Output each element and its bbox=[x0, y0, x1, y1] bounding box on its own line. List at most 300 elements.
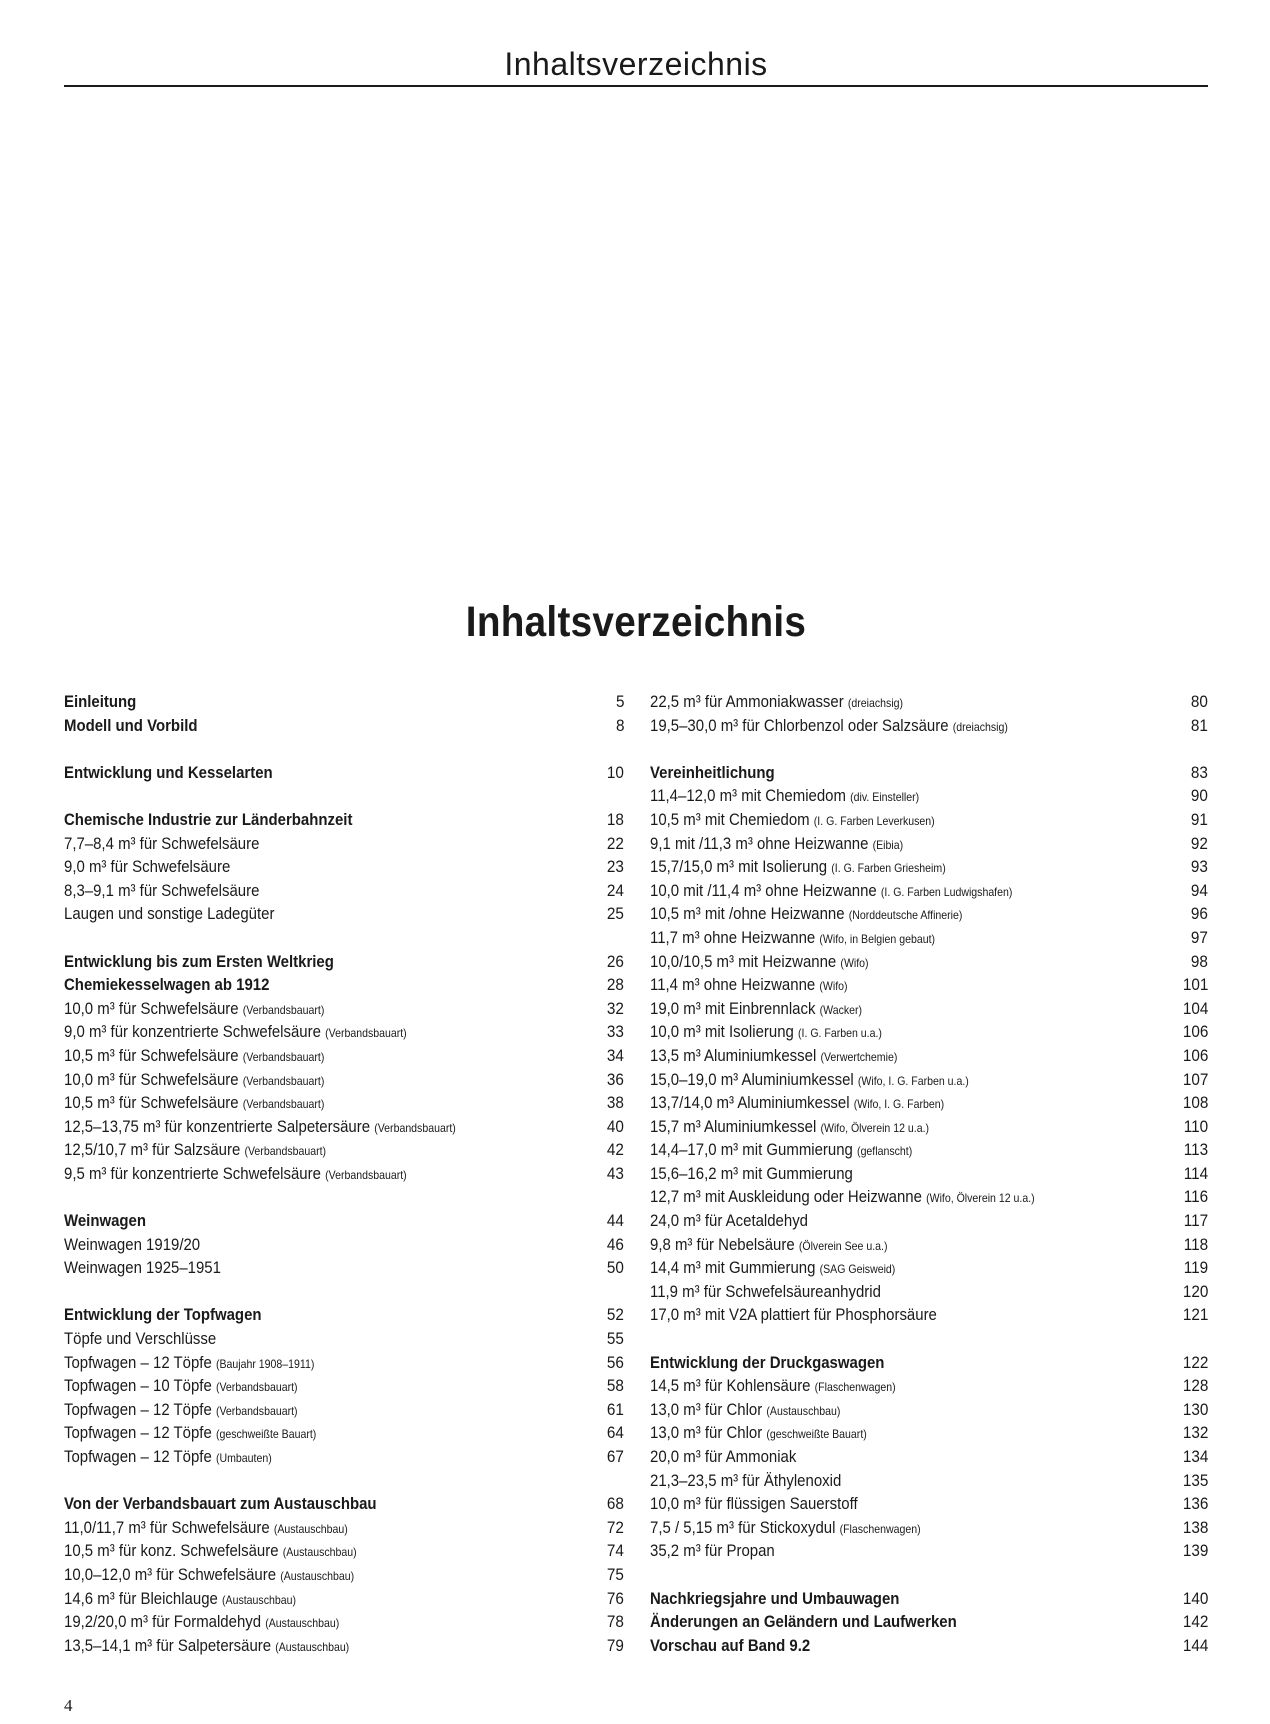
toc-entry-page: 56 bbox=[606, 1352, 624, 1372]
toc-entry-title-text: 20,0 m³ für Ammoniak bbox=[650, 1447, 797, 1466]
toc-entry-page: 40 bbox=[606, 1116, 624, 1136]
toc-entry-title bbox=[64, 1256, 221, 1280]
toc-entry-title-text: 7,7–8,4 m³ für Schwefelsäure bbox=[64, 833, 260, 853]
toc-entry-page: 64 bbox=[606, 1423, 624, 1443]
toc-entry-note: (div. Einsteller) bbox=[850, 790, 920, 805]
toc-entry-page: 116 bbox=[1183, 1187, 1208, 1207]
toc-entry-page: 80 bbox=[1190, 692, 1208, 711]
running-head: Inhaltsverzeichnis bbox=[504, 46, 768, 82]
toc-entry[interactable] bbox=[64, 1610, 624, 1634]
toc-entry-title bbox=[650, 1492, 858, 1516]
toc-entry-title-text: 15,6–16,2 m³ mit Gummierung bbox=[650, 1163, 853, 1183]
toc-entry-note: (Austauschbau) bbox=[766, 1403, 841, 1418]
toc-entry-title-text: Vereinheitlichung bbox=[650, 762, 775, 782]
toc-entry[interactable] bbox=[64, 1492, 624, 1516]
toc-entry-title bbox=[64, 714, 198, 738]
toc-entry[interactable] bbox=[64, 1398, 624, 1422]
toc-entry-page: 134 bbox=[1182, 1447, 1208, 1466]
toc-entry[interactable] bbox=[650, 784, 1208, 808]
toc-entry[interactable] bbox=[650, 855, 1208, 879]
toc-entry-note: (Austauschbau) bbox=[222, 1592, 296, 1607]
toc-entry-title bbox=[650, 1374, 896, 1400]
toc-entry-page: 107 bbox=[1182, 1069, 1208, 1089]
toc-entry[interactable] bbox=[64, 1303, 624, 1327]
toc-entry-page: 128 bbox=[1182, 1376, 1208, 1396]
toc-entry-note: (Verbandsbauart) bbox=[325, 1026, 407, 1041]
toc-left-column bbox=[64, 690, 624, 1657]
toc-entry-title bbox=[64, 1374, 298, 1400]
toc-entry-note: (Flaschenwagen) bbox=[839, 1521, 921, 1536]
toc-entry-title bbox=[64, 832, 259, 856]
toc-entry[interactable] bbox=[64, 855, 624, 879]
toc-entry[interactable] bbox=[64, 997, 624, 1021]
toc-entry-title bbox=[650, 1256, 895, 1282]
toc-entry-title bbox=[650, 808, 935, 834]
toc-entry-page: 94 bbox=[1190, 880, 1208, 900]
toc-entry-title-text: 11,7 m³ ohne Heizwanne bbox=[650, 927, 816, 947]
toc-entry-page: 78 bbox=[606, 1612, 624, 1632]
toc-entry-title bbox=[650, 761, 775, 785]
toc-entry-title-text: 9,8 m³ für Nebelsäure bbox=[650, 1234, 795, 1254]
toc-entry-page: 28 bbox=[606, 975, 624, 995]
toc-entry[interactable] bbox=[64, 1256, 624, 1280]
toc-entry-title-text: Entwicklung und Kesselarten bbox=[64, 762, 273, 782]
toc-entry-title bbox=[650, 1351, 884, 1375]
toc-entry[interactable] bbox=[650, 902, 1208, 926]
toc-entry-note: (Austauschbau) bbox=[282, 1545, 357, 1560]
toc-entry-note: (dreiachsig) bbox=[847, 696, 904, 710]
toc-entry-title bbox=[650, 1091, 944, 1117]
toc-entry-note: (Verbandsbauart) bbox=[244, 1144, 327, 1159]
toc-entry-title bbox=[64, 1398, 298, 1424]
toc-entry-page: 139 bbox=[1182, 1541, 1208, 1561]
toc-entry-page: 72 bbox=[606, 1517, 624, 1537]
toc-entry-note: (Verbandsbauart) bbox=[242, 1073, 325, 1088]
toc-entry-title-text: 19,2/20,0 m³ für Formaldehyd bbox=[64, 1612, 262, 1632]
toc-entry-page: 98 bbox=[1190, 951, 1208, 971]
toc-entry-page: 132 bbox=[1182, 1423, 1208, 1443]
toc-entry-title-text: 21,3–23,5 m³ für Äthylenoxid bbox=[650, 1470, 842, 1490]
toc-entry-title bbox=[650, 1421, 867, 1447]
toc-entry-page: 110 bbox=[1183, 1116, 1208, 1136]
toc-entry[interactable] bbox=[64, 1233, 624, 1257]
toc-entry-title-text: 8,3–9,1 m³ für Schwefelsäure bbox=[64, 880, 260, 900]
toc-entry-title-text: 10,0 m³ für flüssigen Sauerstoff bbox=[650, 1494, 858, 1514]
toc-entry-title-text: 19,5–30,0 m³ für Chlorbenzol oder Salzsäure bbox=[650, 715, 949, 735]
toc-entry-title bbox=[650, 1044, 897, 1070]
toc-entry[interactable] bbox=[64, 1539, 624, 1563]
toc-entry-title-text: Einleitung bbox=[64, 692, 137, 711]
toc-entry-title bbox=[650, 1020, 882, 1046]
toc-entry-title-text: 10,0 m³ für Schwefelsäure bbox=[64, 998, 239, 1018]
toc-entry-title-text: 35,2 m³ für Propan bbox=[650, 1541, 775, 1561]
toc-entry-page: 136 bbox=[1182, 1494, 1208, 1514]
toc-entry[interactable] bbox=[650, 950, 1208, 974]
toc-entry-page: 58 bbox=[606, 1376, 624, 1396]
toc-entry-title-text: Nachkriegsjahre und Umbauwagen bbox=[650, 1588, 900, 1608]
toc-entry-page: 24 bbox=[606, 880, 624, 900]
toc-entry-page: 61 bbox=[606, 1399, 624, 1419]
toc-entry-note: (Verbandsbauart) bbox=[242, 1097, 325, 1112]
toc-entry[interactable] bbox=[650, 926, 1208, 950]
toc-entry-title-text: 15,7/15,0 m³ mit Isolierung bbox=[650, 857, 828, 877]
toc-entry-page: 55 bbox=[606, 1329, 624, 1349]
toc-entry-page: 121 bbox=[1182, 1305, 1208, 1325]
toc-entry[interactable] bbox=[650, 1351, 1208, 1375]
toc-entry-title bbox=[650, 1185, 1035, 1211]
toc-entry[interactable] bbox=[650, 1634, 1208, 1658]
toc-entry-title-text: Chemiekesselwagen ab 1912 bbox=[64, 975, 270, 995]
toc-entry[interactable] bbox=[64, 1091, 624, 1115]
toc-entry-title-text: Änderungen an Geländern und Laufwerken bbox=[650, 1612, 957, 1632]
toc-entry-note: (Baujahr 1908–1911) bbox=[215, 1356, 315, 1371]
toc-entry-page: 83 bbox=[1190, 762, 1208, 782]
toc-entry-page: 142 bbox=[1182, 1612, 1208, 1632]
toc-entry-title-text: 12,7 m³ mit Auskleidung oder Heizwanne bbox=[650, 1187, 922, 1207]
toc-entry-title bbox=[64, 1587, 296, 1613]
toc-entry[interactable] bbox=[650, 1516, 1208, 1540]
toc-entry[interactable] bbox=[650, 997, 1208, 1021]
toc-entry[interactable] bbox=[650, 879, 1208, 903]
toc-entry-title-text: 11,4–12,0 m³ mit Chemiedom bbox=[650, 786, 846, 806]
toc-entry[interactable] bbox=[64, 1138, 624, 1162]
toc-entry-note: (geschweißte Bauart) bbox=[215, 1427, 317, 1442]
toc-entry-title-text: Topfwagen – 10 Töpfe bbox=[64, 1376, 212, 1396]
header-rule bbox=[64, 85, 1208, 87]
toc-entry[interactable] bbox=[650, 1280, 1208, 1304]
toc-entry-title bbox=[64, 997, 324, 1023]
toc-entry[interactable] bbox=[650, 1374, 1208, 1398]
toc-entry[interactable] bbox=[64, 1327, 624, 1351]
toc-entry-page: 75 bbox=[606, 1564, 624, 1584]
toc-entry-title bbox=[650, 1634, 810, 1658]
toc-entry-title-text: 13,7/14,0 m³ Aluminiumkessel bbox=[650, 1093, 850, 1113]
toc-entry-note: (Austauschbau) bbox=[275, 1639, 350, 1654]
toc-entry-title-text: 13,5–14,1 m³ für Salpetersäure bbox=[64, 1635, 272, 1655]
toc-entry-title bbox=[650, 1068, 969, 1094]
toc-entry[interactable] bbox=[64, 1634, 624, 1658]
toc-entry-title bbox=[650, 855, 946, 881]
toc-entry-title bbox=[64, 1516, 348, 1542]
toc-entry-title-text: 14,5 m³ für Kohlensäure bbox=[650, 1376, 811, 1396]
toc-entry[interactable] bbox=[650, 1020, 1208, 1044]
toc-entry-title-text: 10,5 m³ für Schwefelsäure bbox=[64, 1093, 239, 1113]
toc-entry-title bbox=[650, 973, 848, 999]
toc-entry-note: (geflanscht) bbox=[857, 1144, 913, 1159]
toc-entry-title bbox=[64, 1610, 339, 1636]
toc-entry-title bbox=[64, 690, 136, 714]
toc-entry-page: 108 bbox=[1182, 1093, 1208, 1113]
toc-entry-title-text: 10,0 m³ für Schwefelsäure bbox=[64, 1069, 239, 1089]
toc-entry[interactable] bbox=[64, 1563, 624, 1587]
toc-entry-note: (Verbandsbauart) bbox=[374, 1120, 456, 1135]
toc-entry[interactable] bbox=[650, 690, 1208, 714]
toc-entry-title-text: Weinwagen 1919/20 bbox=[64, 1234, 201, 1254]
toc-entry-title bbox=[650, 832, 903, 858]
toc-entry-page: 113 bbox=[1183, 1140, 1208, 1160]
toc-entry-title-text: 13,0 m³ für Chlor bbox=[650, 1423, 763, 1443]
toc-entry[interactable] bbox=[64, 1374, 624, 1398]
toc-entry-note: (Ölverein See u.a.) bbox=[798, 1238, 888, 1253]
toc-entry-title-text: Laugen und sonstige Ladegüter bbox=[64, 904, 275, 924]
toc-entry-note: (Austauschbau) bbox=[265, 1616, 340, 1631]
toc-entry-note: (I. G. Farben u.a.) bbox=[798, 1026, 882, 1041]
toc-entry-title bbox=[64, 1020, 407, 1046]
toc-entry[interactable] bbox=[64, 1068, 624, 1092]
toc-entry-page: 122 bbox=[1182, 1352, 1208, 1372]
toc-entry-page: 18 bbox=[606, 809, 624, 829]
toc-entry-title bbox=[64, 879, 259, 903]
toc-entry-title-text: Modell und Vorbild bbox=[64, 715, 198, 735]
toc-entry[interactable] bbox=[64, 1020, 624, 1044]
toc-entry-page: 91 bbox=[1190, 809, 1208, 829]
toc-entry-title-text: 17,0 m³ mit V2A plattiert für Phosphorsäure bbox=[650, 1305, 937, 1325]
toc-entry-title-text: 24,0 m³ für Acetaldehyd bbox=[650, 1211, 809, 1231]
toc-entry-page: 50 bbox=[606, 1258, 624, 1278]
toc-entry-page: 144 bbox=[1182, 1635, 1208, 1655]
toc-entry-note: (I. G. Farben Ludwigshafen) bbox=[880, 884, 1013, 899]
toc-entry-title bbox=[64, 1044, 324, 1070]
toc-entry-title bbox=[650, 1138, 912, 1164]
toc-entry[interactable] bbox=[64, 1445, 624, 1469]
toc-entry-title-text: 14,6 m³ für Bleichlauge bbox=[64, 1588, 218, 1608]
toc-entry-note: (SAG Geisweid) bbox=[819, 1262, 896, 1277]
toc-entry-title-text: 10,5 m³ mit /ohne Heizwanne bbox=[650, 904, 845, 924]
toc-entry-title-text: 11,9 m³ für Schwefelsäureanhydrid bbox=[650, 1281, 881, 1301]
toc-entry-title bbox=[64, 1068, 324, 1094]
toc-entry-title bbox=[650, 1539, 775, 1563]
toc-entry-title bbox=[64, 902, 274, 926]
toc-entry[interactable] bbox=[64, 1351, 624, 1375]
toc-entry[interactable] bbox=[64, 690, 624, 714]
toc-entry[interactable] bbox=[650, 1209, 1208, 1233]
page-title: Inhaltsverzeichnis bbox=[465, 598, 807, 646]
toc-entry-note: (Wifo) bbox=[819, 979, 848, 994]
toc-entry-title-text: 13,0 m³ für Chlor bbox=[650, 1399, 763, 1419]
toc-entry-page: 92 bbox=[1190, 833, 1208, 853]
toc-entry-page: 135 bbox=[1182, 1470, 1208, 1490]
toc-entry[interactable] bbox=[64, 808, 624, 832]
toc-entry-note: (I. G. Farben Leverkusen) bbox=[813, 813, 935, 828]
toc-entry-page: 76 bbox=[606, 1588, 624, 1608]
toc-entry-title bbox=[650, 926, 935, 952]
toc-entry[interactable] bbox=[650, 973, 1208, 997]
toc-entry-page: 114 bbox=[1183, 1163, 1208, 1183]
toc-entry-title bbox=[64, 1233, 200, 1257]
toc-entry[interactable] bbox=[64, 1587, 624, 1611]
toc-entry[interactable] bbox=[650, 1068, 1208, 1092]
toc-entry-title-text: Weinwagen 1925–1951 bbox=[64, 1258, 221, 1278]
toc-entry-title-text: 9,1 mit /11,3 m³ ohne Heizwanne bbox=[650, 833, 869, 853]
toc-entry-title bbox=[64, 1091, 324, 1117]
toc-entry[interactable] bbox=[64, 761, 624, 785]
toc-entry-title bbox=[64, 950, 334, 974]
toc-entry-note: (Umbauten) bbox=[215, 1451, 272, 1465]
toc-entry-page: 34 bbox=[606, 1045, 624, 1065]
toc-entry-title-text: 10,5 m³ für konz. Schwefelsäure bbox=[64, 1541, 279, 1561]
toc-entry-title-text: 7,5 / 5,15 m³ für Stickoxydul bbox=[650, 1517, 836, 1537]
toc-entry-title-text: 10,0–12,0 m³ für Schwefelsäure bbox=[64, 1564, 277, 1584]
toc-entry[interactable] bbox=[650, 1587, 1208, 1611]
toc-entry-note: (Verbandsbauart) bbox=[215, 1380, 298, 1395]
toc-entry-title-text: Vorschau auf Band 9.2 bbox=[650, 1635, 811, 1655]
toc-entry-note: (Wifo, I. G. Farben u.a.) bbox=[857, 1073, 969, 1088]
toc-entry-page: 32 bbox=[606, 998, 624, 1018]
toc-entry-title-text: 13,5 m³ Aluminiumkessel bbox=[650, 1045, 817, 1065]
toc-entry-page: 118 bbox=[1183, 1234, 1208, 1254]
toc-entry[interactable] bbox=[64, 714, 624, 738]
toc-entry-title bbox=[64, 1162, 407, 1188]
toc-entry-title bbox=[650, 1516, 921, 1542]
toc-entry[interactable] bbox=[64, 1115, 624, 1139]
toc-entry-page: 119 bbox=[1183, 1258, 1208, 1278]
toc-entry-page: 90 bbox=[1190, 786, 1208, 806]
toc-entry[interactable] bbox=[650, 808, 1208, 832]
toc-entry[interactable] bbox=[650, 1469, 1208, 1493]
toc-entry-page: 140 bbox=[1182, 1588, 1208, 1608]
toc-entry-note: (Austauschbau) bbox=[280, 1568, 355, 1583]
toc-entry-page: 46 bbox=[606, 1234, 624, 1254]
toc-entry-page: 138 bbox=[1182, 1517, 1208, 1537]
toc-entry[interactable] bbox=[64, 1516, 624, 1540]
toc-right-column bbox=[650, 690, 1208, 1657]
toc-entry-title-text: Chemische Industrie zur Länderbahnzeit bbox=[64, 809, 353, 829]
toc-entry-note: (Norddeutsche Affinerie) bbox=[848, 908, 963, 923]
toc-entry-title bbox=[64, 808, 352, 832]
toc-entry-title bbox=[650, 950, 869, 976]
toc-entry-title-text: Topfwagen – 12 Töpfe bbox=[64, 1399, 212, 1419]
toc-entry-page: 26 bbox=[606, 951, 624, 971]
toc-entry-page: 67 bbox=[606, 1447, 624, 1466]
toc-entry[interactable] bbox=[64, 973, 624, 997]
toc-entry[interactable] bbox=[650, 1115, 1208, 1139]
toc-entry[interactable] bbox=[650, 1539, 1208, 1563]
toc-entry[interactable] bbox=[64, 902, 624, 926]
toc-entry[interactable] bbox=[650, 1445, 1208, 1469]
toc-entry-page: 79 bbox=[606, 1635, 624, 1655]
toc-entry-note: (Wifo, I. G. Farben) bbox=[853, 1097, 945, 1112]
toc-entry-title-text: Töpfe und Verschlüsse bbox=[64, 1329, 217, 1349]
toc-entry-title bbox=[650, 902, 962, 928]
toc-entry-title bbox=[650, 1115, 929, 1141]
toc-entry-title-text: 12,5–13,75 m³ für konzentrierte Salpetersäure bbox=[64, 1116, 371, 1136]
toc-entry[interactable] bbox=[650, 714, 1208, 738]
toc-entry-page: 42 bbox=[606, 1140, 624, 1160]
toc-entry-title bbox=[64, 1563, 354, 1589]
toc-entry-page: 5 bbox=[615, 692, 624, 711]
toc-entry-title bbox=[650, 1445, 796, 1469]
toc-entry-note: (Eibia) bbox=[872, 837, 904, 852]
toc-entry[interactable] bbox=[650, 1044, 1208, 1068]
toc-entry-page: 97 bbox=[1190, 927, 1208, 947]
toc-entry-page: 38 bbox=[606, 1093, 624, 1113]
toc-entry-title bbox=[650, 690, 903, 716]
toc-entry-note: (Austauschbau) bbox=[273, 1521, 348, 1536]
toc-entry[interactable] bbox=[650, 761, 1208, 785]
toc-entry-page: 81 bbox=[1190, 715, 1208, 735]
toc-entry-title bbox=[650, 1398, 840, 1424]
toc-entry[interactable] bbox=[64, 1162, 624, 1186]
toc-entry-page: 23 bbox=[606, 857, 624, 877]
toc-entry[interactable] bbox=[650, 832, 1208, 856]
page-number: 4 bbox=[64, 1696, 73, 1715]
toc-entry[interactable] bbox=[650, 1233, 1208, 1257]
toc-entry-title-text: 10,0/10,5 m³ mit Heizwanne bbox=[650, 951, 837, 971]
toc-entry-title-text: 9,5 m³ für konzentrierte Schwefelsäure bbox=[64, 1163, 321, 1183]
toc-entry-title bbox=[650, 997, 862, 1023]
toc-entry[interactable] bbox=[650, 1303, 1208, 1327]
toc-entry-page: 25 bbox=[606, 904, 624, 924]
toc-entry-title-text: Entwicklung der Druckgaswagen bbox=[650, 1352, 885, 1372]
toc-entry-note: (Wacker) bbox=[819, 1002, 863, 1017]
toc-entry[interactable] bbox=[650, 1398, 1208, 1422]
toc-entry[interactable] bbox=[64, 1421, 624, 1445]
toc-entry-page: 120 bbox=[1182, 1281, 1208, 1301]
toc-entry-page: 93 bbox=[1190, 857, 1208, 877]
toc-entry-title-text: 10,0 mit /11,4 m³ ohne Heizwanne bbox=[650, 880, 877, 900]
toc-entry-note: (Wifo, in Belgien gebaut) bbox=[819, 931, 936, 946]
toc-entry[interactable] bbox=[64, 1044, 624, 1068]
toc-entry-note: (Wifo, Ölverein 12 u.a.) bbox=[820, 1120, 930, 1135]
toc-entry-title bbox=[64, 1421, 316, 1447]
toc-entry-page: 104 bbox=[1182, 998, 1208, 1018]
toc-entry[interactable] bbox=[650, 1492, 1208, 1516]
toc-entry-title-text: Topfwagen – 12 Töpfe bbox=[64, 1352, 212, 1372]
toc-entry-note: (Wifo) bbox=[840, 955, 869, 970]
toc-entry-page: 8 bbox=[615, 715, 624, 735]
toc-entry-note: (dreiachsig) bbox=[952, 719, 1008, 734]
toc-entry-title-text: Topfwagen – 12 Töpfe bbox=[64, 1423, 212, 1443]
toc-entry-title-text: 14,4 m³ mit Gummierung bbox=[650, 1258, 816, 1278]
toc-entry-page: 106 bbox=[1182, 1022, 1208, 1042]
toc-entry-page: 10 bbox=[606, 762, 624, 782]
toc-entry-title-text: 9,0 m³ für Schwefelsäure bbox=[64, 857, 231, 877]
toc-entry[interactable] bbox=[64, 1209, 624, 1233]
toc-entry[interactable] bbox=[64, 832, 624, 856]
toc-entry-note: (Verwertchemie) bbox=[820, 1049, 898, 1064]
toc-entry-page: 52 bbox=[606, 1305, 624, 1325]
toc-entry[interactable] bbox=[650, 1162, 1208, 1186]
toc-entry-title bbox=[650, 1209, 808, 1233]
toc-entry[interactable] bbox=[650, 1138, 1208, 1162]
toc-entry-note: (Verbandsbauart) bbox=[215, 1403, 298, 1418]
toc-entry-note: (Verbandsbauart) bbox=[242, 1002, 325, 1017]
toc-entry[interactable] bbox=[650, 1421, 1208, 1445]
toc-entry[interactable] bbox=[650, 1610, 1208, 1634]
toc-entry-title bbox=[64, 1138, 326, 1164]
toc-entry-note: (Wifo, Ölverein 12 u.a.) bbox=[926, 1191, 1035, 1206]
toc-entry-page: 101 bbox=[1182, 975, 1208, 995]
toc-entry-page: 43 bbox=[606, 1163, 624, 1183]
toc-entry[interactable] bbox=[650, 1256, 1208, 1280]
toc-entry-title bbox=[64, 1209, 146, 1233]
toc-entry-title-text: Entwicklung der Topfwagen bbox=[64, 1305, 262, 1325]
toc-entry-title bbox=[650, 784, 919, 810]
toc-entry-title bbox=[650, 1162, 853, 1186]
toc-entry-title bbox=[64, 855, 230, 879]
toc-entry-note: (geschweißte Bauart) bbox=[766, 1427, 867, 1442]
toc-entry-title bbox=[64, 1115, 456, 1141]
toc-entry[interactable] bbox=[650, 1185, 1208, 1209]
toc-entry-note: (I. G. Farben Griesheim) bbox=[831, 861, 946, 876]
toc-entry[interactable] bbox=[64, 879, 624, 903]
toc-entry[interactable] bbox=[650, 1091, 1208, 1115]
toc-entry-title bbox=[64, 1303, 262, 1327]
toc-entry[interactable] bbox=[64, 950, 624, 974]
toc-entry-title bbox=[64, 1634, 349, 1660]
toc-entry-title-text: Von der Verbandsbauart zum Austauschbau bbox=[64, 1494, 377, 1514]
toc-entry-title-text: 10,5 m³ für Schwefelsäure bbox=[64, 1045, 239, 1065]
